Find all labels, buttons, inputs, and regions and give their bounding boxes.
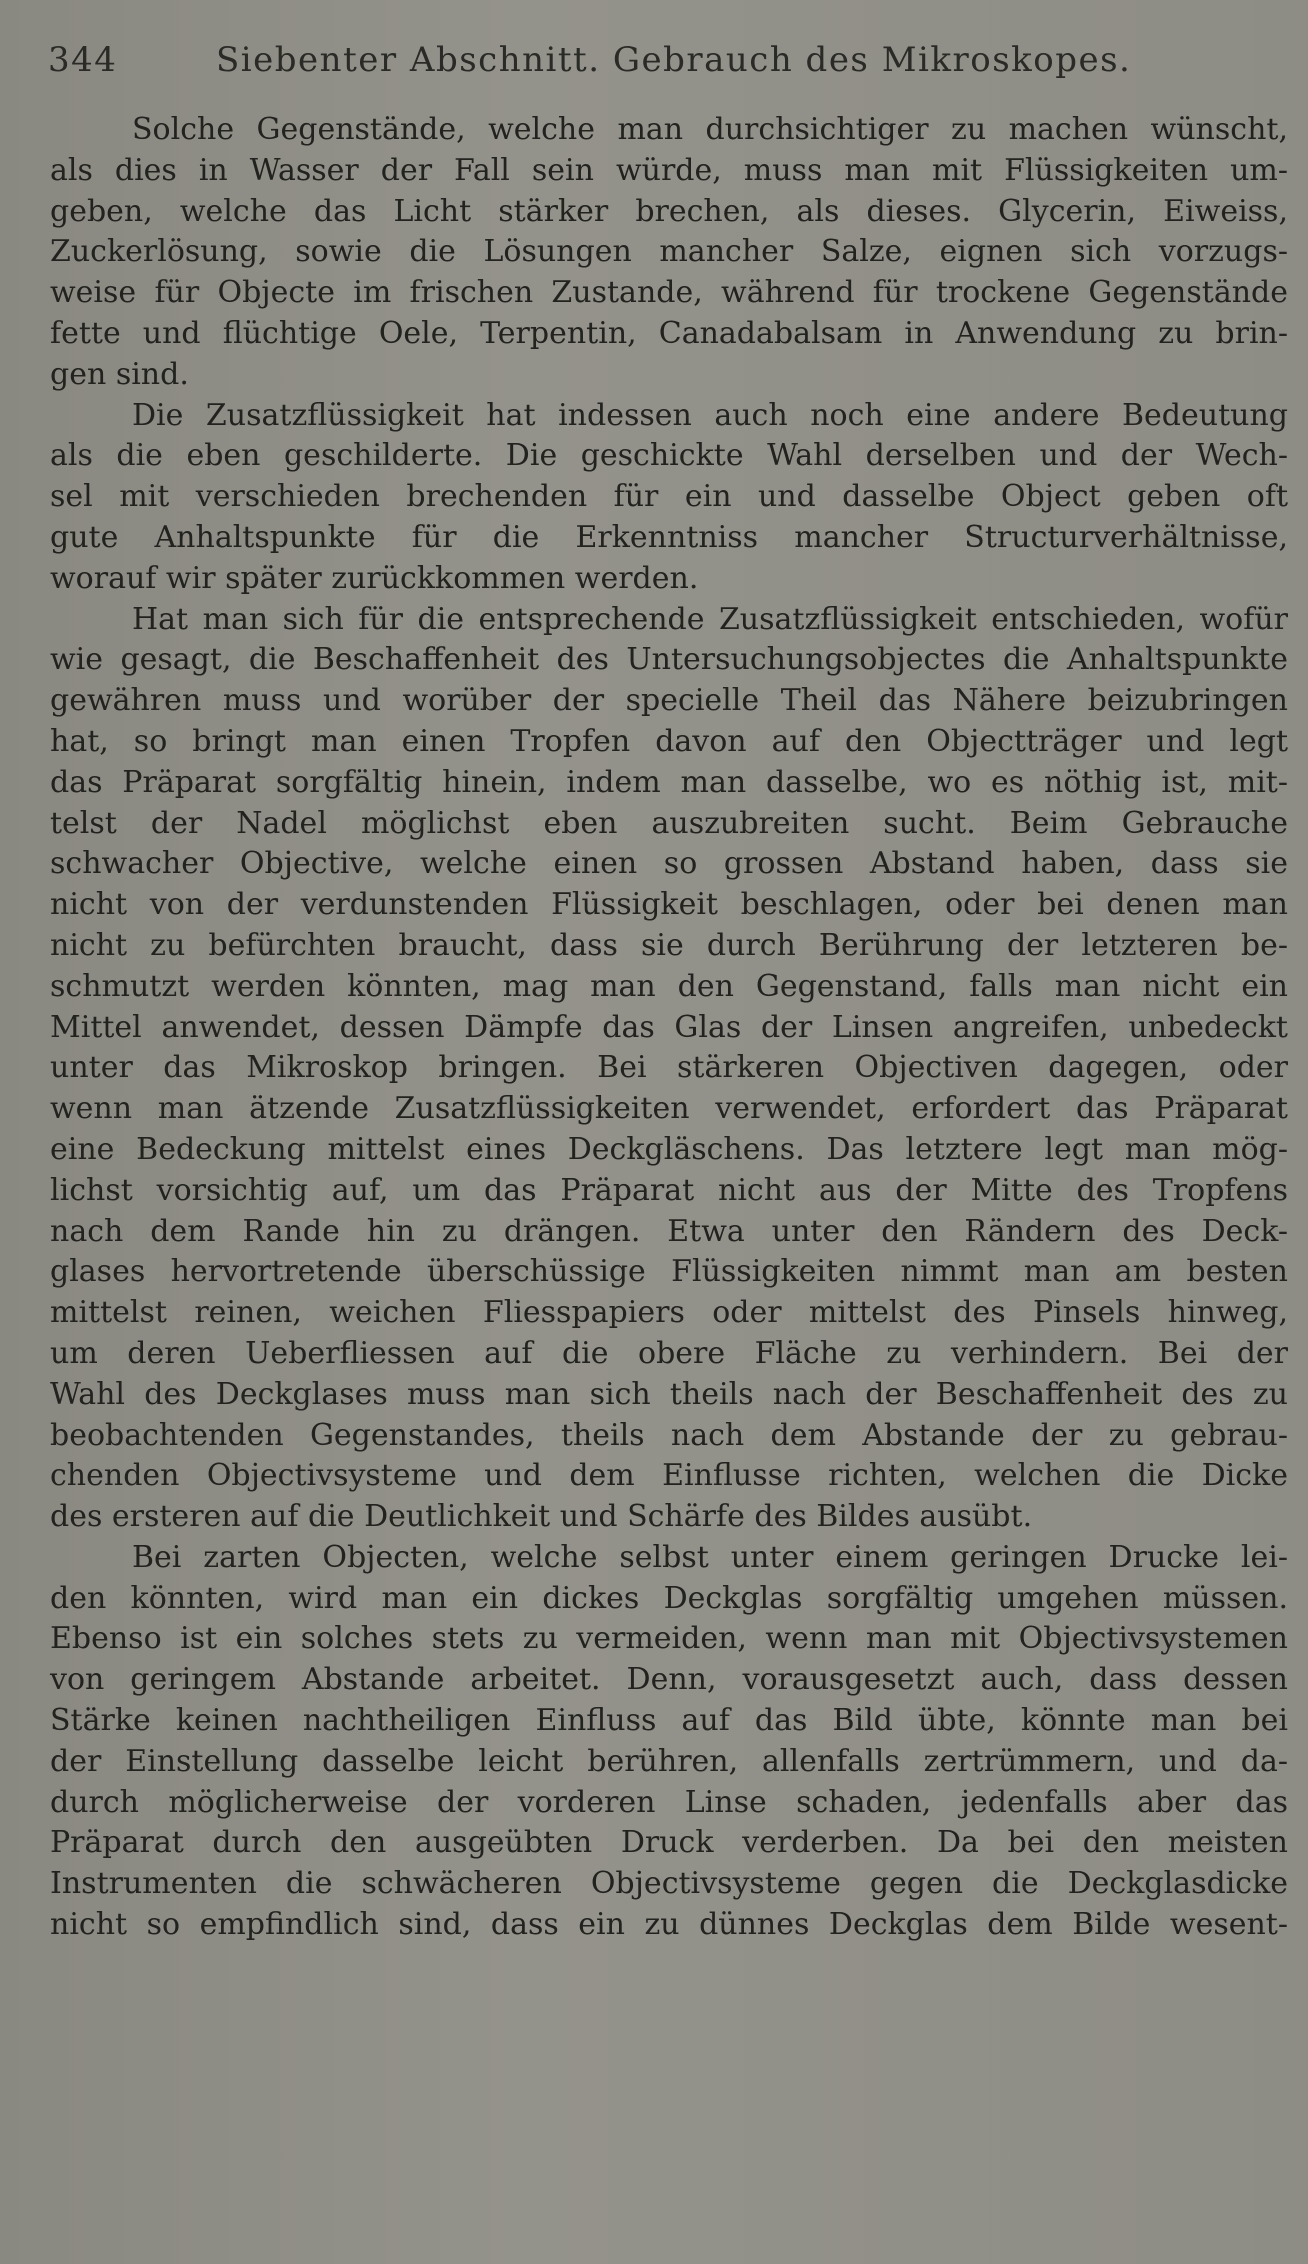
text-line: Zuckerlösung, sowie die Lösungen mancher Salze, eignen sich vorzugs- xyxy=(50,234,1288,270)
text-line: wenn man ätzende Zusatzflüssigkeiten verwendet, erfordert das Präparat xyxy=(50,1091,1288,1127)
text-line: telst der Nadel möglichst eben auszubreiten sucht. Beim Gebrauche xyxy=(50,805,1288,841)
text-line: des ersteren auf die Deutlichkeit und Schärfe des Bildes ausübt. xyxy=(50,1499,1033,1535)
text-line: gewähren muss und worüber der specielle Theil das Nähere beizubringen xyxy=(50,683,1288,719)
text-line: eine Bedeckung mittelst eines Deckgläschens. Das letztere legt man mög- xyxy=(50,1131,1288,1167)
text-line: chenden Objectivsysteme und dem Einflusse richten, welchen die Dicke xyxy=(50,1458,1288,1494)
running-title: Siebenter Abschnitt. Gebrauch des Mikroskopes. xyxy=(216,40,1132,80)
text-line: beobachtenden Gegenstandes, theils nach dem Abstande der zu gebrau- xyxy=(50,1417,1288,1453)
text-line: geben, welche das Licht stärker brechen, als dieses. Glycerin, Eiweiss, xyxy=(50,193,1288,229)
text-line: Instrumenten die schwächeren Objectivsysteme gegen die Deckglasdicke xyxy=(50,1866,1288,1902)
text-line: worauf wir später zurückkommen werden. xyxy=(50,560,699,596)
text-line: Wahl des Deckglases muss man sich theils nach der Beschaffenheit des zu xyxy=(50,1376,1288,1412)
text-line: gen sind. xyxy=(50,356,189,392)
text-line: schwacher Objective, welche einen so grossen Abstand haben, dass sie xyxy=(50,846,1288,882)
text-line: Die Zusatzflüssigkeit hat indessen auch noch eine andere Bedeutung xyxy=(132,397,1288,433)
text-line: sel mit verschieden brechenden für ein und dasselbe Object geben oft xyxy=(50,479,1288,515)
text-line: nicht zu befürchten braucht, dass sie durch Berührung der letzteren be- xyxy=(50,927,1288,963)
page-header xyxy=(48,40,1288,90)
text-line: Ebenso ist ein solches stets zu vermeiden, wenn man mit Objectivsystemen xyxy=(50,1621,1288,1657)
text-line: Präparat durch den ausgeübten Druck verderben. Da bei den meisten xyxy=(50,1825,1288,1861)
text-line: unter das Mikroskop bringen. Bei stärkeren Objectiven dagegen, oder xyxy=(50,1050,1288,1086)
text-line: schmutzt werden könnten, mag man den Gegenstand, falls man nicht ein xyxy=(50,968,1288,1004)
text-line: nicht so empfindlich sind, dass ein zu dünnes Deckglas dem Bilde wesent- xyxy=(50,1907,1288,1943)
text-line: nach dem Rande hin zu drängen. Etwa unter den Rändern des Deck- xyxy=(50,1213,1288,1249)
text-line: der Einstellung dasselbe leicht berühren, allenfalls zertrümmern, und da- xyxy=(50,1743,1288,1779)
text-line: nicht von der verdunstenden Flüssigkeit beschlagen, oder bei denen man xyxy=(50,887,1288,923)
text-line: Stärke keinen nachtheiligen Einfluss auf das Bild übte, könnte man bei xyxy=(50,1703,1288,1739)
text-line: mittelst reinen, weichen Fliesspapiers oder mittelst des Pinsels hinweg, xyxy=(50,1295,1288,1331)
text-line: gute Anhaltspunkte für die Erkenntniss mancher Structurverhältnisse, xyxy=(50,519,1288,555)
text-line: als dies in Wasser der Fall sein würde, muss man mit Flüssigkeiten um- xyxy=(50,152,1288,188)
text-line: glases hervortretende überschüssige Flüssigkeiten nimmt man am besten xyxy=(50,1254,1288,1290)
text-line: wie gesagt, die Beschaffenheit des Untersuchungsobjectes die Anhaltspunkte xyxy=(50,642,1288,678)
page-number: 344 xyxy=(48,40,118,80)
text-line: Solche Gegenstände, welche man durchsichtiger zu machen wünscht, xyxy=(132,112,1288,147)
text-line: das Präparat sorgfältig hinein, indem man dasselbe, wo es nöthig ist, mit- xyxy=(50,764,1288,800)
text-line: durch möglicherweise der vorderen Linse schaden, jedenfalls aber das xyxy=(50,1784,1288,1820)
body-text xyxy=(50,110,1288,1946)
text-line: um deren Ueberfliessen auf die obere Fläche zu verhindern. Bei der xyxy=(50,1335,1288,1371)
text-line: Hat man sich für die entsprechende Zusatzflüssigkeit entschieden, wofür xyxy=(132,601,1288,637)
text-line: fette und flüchtige Oele, Terpentin, Canadabalsam in Anwendung zu brin- xyxy=(50,315,1288,351)
text-line: den könnten, wird man ein dickes Deckglas sorgfältig umgehen müssen. xyxy=(50,1580,1288,1616)
text-line: als die eben geschilderte. Die geschickte Wahl derselben und der Wech- xyxy=(50,438,1288,474)
text-line: lichst vorsichtig auf, um das Präparat nicht aus der Mitte des Tropfens xyxy=(50,1172,1288,1208)
text-line: Bei zarten Objecten, welche selbst unter einem geringen Drucke lei- xyxy=(132,1539,1288,1575)
text-line: weise für Objecte im frischen Zustande, während für trockene Gegenstände xyxy=(50,275,1288,311)
text-line: hat, so bringt man einen Tropfen davon auf den Objectträger und legt xyxy=(50,723,1288,759)
text-line: von geringem Abstande arbeitet. Denn, vorausgesetzt auch, dass dessen xyxy=(50,1662,1288,1698)
text-line: Mittel anwendet, dessen Dämpfe das Glas der Linsen angreifen, unbedeckt xyxy=(50,1009,1288,1045)
